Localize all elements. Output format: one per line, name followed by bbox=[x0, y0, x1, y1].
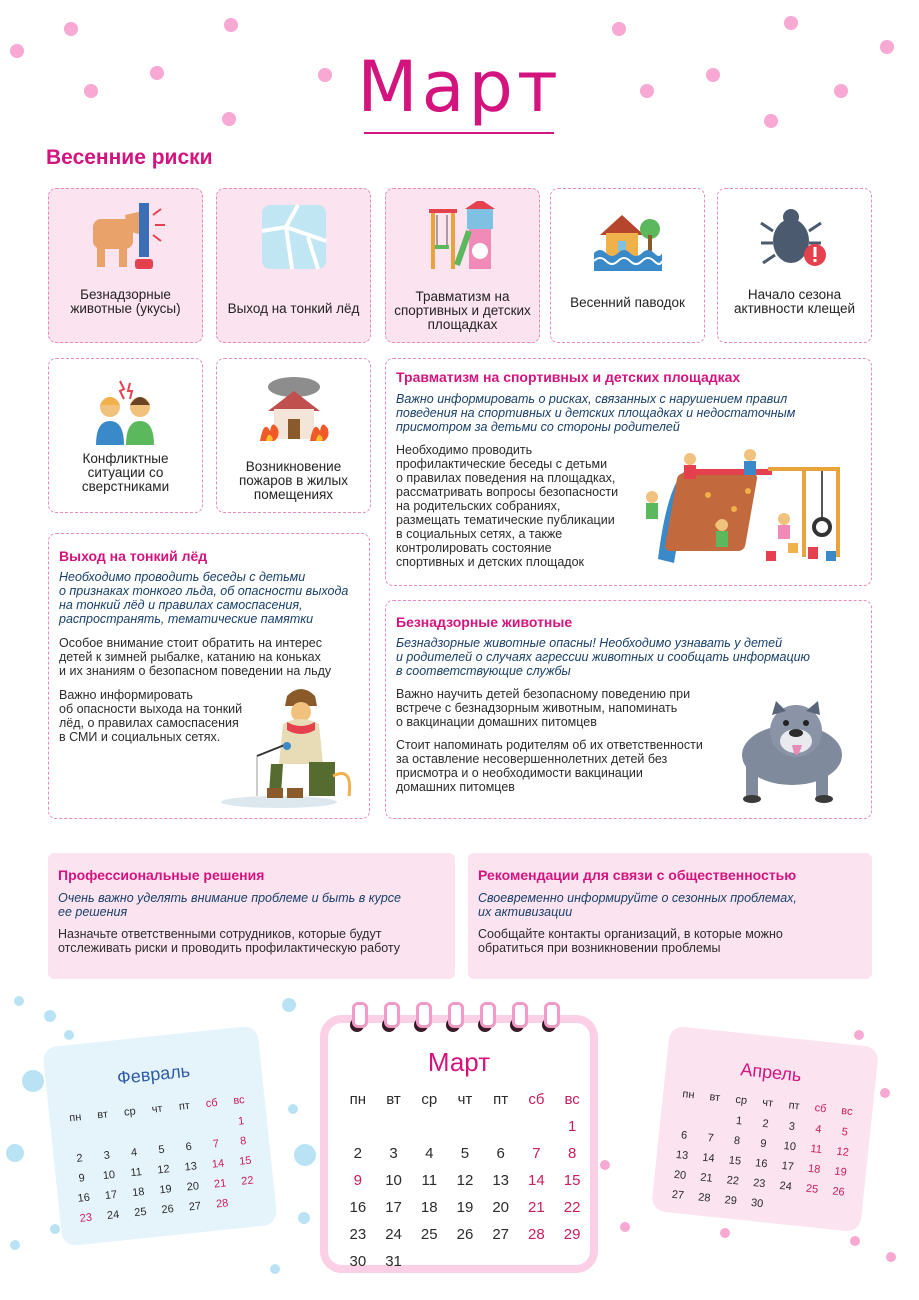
risk-label: Начало сезона активности клещей bbox=[733, 287, 856, 316]
week-row: 1 bbox=[237, 1115, 245, 1128]
flooded-house-icon bbox=[551, 201, 704, 273]
conflict-kids-icon bbox=[49, 377, 202, 449]
week-row: 9 10 11 12 13 14 15 bbox=[353, 1172, 581, 1189]
solution-italic: Очень важно уделять внимание проблеме и быть в курсе ее решения bbox=[58, 891, 401, 919]
info-text: Необходимо проводить профилактические беседы с детьми о правилах поведения на площадках, рассматривать вопросы безопасности на родительских собраниях, размещать тематические публикации в социальных сетях, а также контролировать состояние спортивных и детских площадок bbox=[396, 443, 619, 569]
pr-recommendations bbox=[468, 853, 872, 979]
week-row: 23 24 25 26 27 28 bbox=[79, 1197, 229, 1225]
week-row: 1 2 3 4 5 bbox=[735, 1114, 849, 1139]
bulldog-illustration bbox=[732, 701, 862, 810]
info-title: Травматизм на спортивных и детских площадках bbox=[396, 369, 741, 385]
calendar-grid bbox=[664, 1082, 862, 1223]
info-title: Выход на тонкий лёд bbox=[59, 548, 208, 564]
week-row: 30 31 bbox=[349, 1253, 402, 1270]
calendar-february bbox=[42, 1025, 278, 1246]
playground-icon bbox=[386, 201, 539, 273]
risk-card-ticks bbox=[717, 188, 872, 343]
calendar-month-title: Март bbox=[427, 1047, 491, 1077]
week-row: 20 21 22 23 24 25 26 bbox=[673, 1168, 846, 1199]
week-row: 2 3 4 5 6 7 8 bbox=[75, 1135, 247, 1165]
info-italic: Безнадзорные животные опасны! Необходимо узнавать у детей и родителей о случаях агрессии животных и сообщать информацию в соответствующие службы bbox=[396, 636, 810, 678]
week-row: 1 bbox=[567, 1118, 577, 1135]
info-text: Важно информировать об опасности выхода на тонкий лёд, о правилах самоспасения в СМИ и социальных сетях. bbox=[59, 688, 243, 744]
weekday-row: пн вт ср чт пт сб вс bbox=[349, 1090, 580, 1108]
solution-title: Рекомендации для связи с общественностью bbox=[478, 867, 797, 883]
week-row: 2 3 4 5 6 7 8 bbox=[353, 1145, 577, 1162]
kids-playground-illustration bbox=[638, 439, 860, 576]
weekday-row: пн вт ср чт пт сб вс bbox=[68, 1093, 246, 1125]
page-title: Март bbox=[357, 46, 562, 128]
calendar-grid bbox=[340, 1085, 590, 1275]
calendar-month-title: Февраль bbox=[116, 1060, 191, 1089]
info-italic: Необходимо проводить беседы с детьми о признаках тонкого льда, об опасности выхода на тонкий лёд и правилах самоспасения, распространять, тематические памятки bbox=[59, 570, 349, 626]
professional-solutions bbox=[48, 853, 455, 979]
risk-card-playground bbox=[385, 188, 540, 343]
solution-title: Профессиональные решения bbox=[58, 867, 265, 883]
title-underline bbox=[364, 132, 554, 134]
dog-bite-icon bbox=[49, 201, 202, 273]
info-animals bbox=[385, 600, 872, 819]
solution-text: Сообщайте контакты организаций, в которые можно обратиться при возникновении проблемы bbox=[478, 927, 783, 955]
calendar-month-title: Апрель bbox=[739, 1059, 803, 1086]
risk-label: Возникновение пожаров в жилых помещениях bbox=[239, 459, 348, 502]
week-row: 6 7 8 9 10 11 12 bbox=[680, 1129, 850, 1159]
risk-card-animals bbox=[48, 188, 203, 343]
calendar-april bbox=[651, 1026, 879, 1233]
risk-label: Конфликтные ситуации со сверстниками bbox=[81, 451, 170, 494]
weekday-row: пн вт ср чт пт сб вс bbox=[681, 1088, 854, 1119]
info-text: Стоит напоминать родителям об их ответственности за оставление несовершеннолетних детей без присмотра и о необходимости вакцинации домашних питомцев bbox=[396, 738, 703, 794]
solution-italic: Своевременно информируйте о сезонных проблемах, их активизации bbox=[478, 891, 797, 919]
cracked-ice-icon bbox=[217, 201, 370, 273]
ice-fishing-illustration bbox=[221, 684, 361, 817]
info-title: Безнадзорные животные bbox=[396, 614, 573, 630]
risk-label: Безнадзорные животные (укусы) bbox=[70, 287, 181, 316]
risk-label: Весенний паводок bbox=[570, 295, 685, 310]
week-row: 9 10 11 12 13 14 15 bbox=[78, 1154, 253, 1185]
info-ice bbox=[48, 533, 370, 819]
house-fire-icon bbox=[217, 375, 370, 447]
info-playground bbox=[385, 358, 872, 586]
risk-label: Травматизм на спортивных и детских площадках bbox=[394, 289, 531, 332]
risk-card-flood bbox=[550, 188, 705, 343]
solution-text: Назначьте ответственными сотрудников, которые будут отслеживать риски и проводить профилактическую работу bbox=[58, 927, 401, 955]
week-row: 27 28 29 30 bbox=[671, 1188, 764, 1211]
risk-label: Выход на тонкий лёд bbox=[227, 301, 360, 316]
info-text: Важно научить детей безопасному поведению при встрече с безнадзорным животным, напоминать о вакцинации домашних питомцев bbox=[396, 687, 691, 729]
week-row: 16 17 18 19 20 21 22 bbox=[349, 1199, 581, 1216]
risk-card-fire bbox=[216, 358, 371, 513]
tick-warning-icon bbox=[718, 201, 871, 273]
section-title: Весенние риски bbox=[46, 146, 213, 169]
risk-card-ice bbox=[216, 188, 371, 343]
week-row: 23 24 25 26 27 28 29 bbox=[349, 1226, 581, 1243]
calendar-march bbox=[320, 1015, 598, 1273]
calendar-grid bbox=[61, 1088, 265, 1229]
info-text: Особое внимание стоит обратить на интерес детей к зимней рыбалке, катанию на коньках и их знаниям о безопасном поведении на льду bbox=[59, 636, 332, 678]
info-italic: Важно информировать о рисках, связанных с нарушением правил поведения на спортивных и детских площадках и недостаточным присмотром за детьми со стороны родителей bbox=[396, 392, 796, 434]
week-row: 13 14 15 16 17 18 19 bbox=[675, 1148, 848, 1179]
week-row: 16 17 18 19 20 21 22 bbox=[77, 1174, 255, 1205]
risk-card-conflict bbox=[48, 358, 203, 513]
